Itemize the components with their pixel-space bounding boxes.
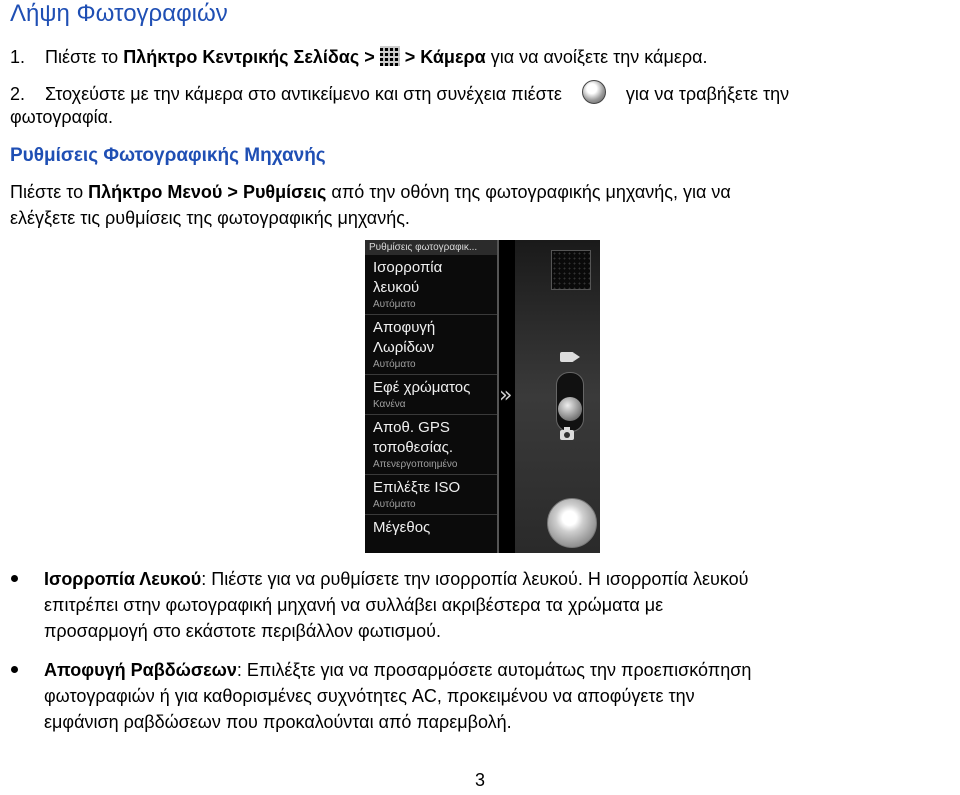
shutter-icon bbox=[582, 80, 606, 104]
intro-separator: > bbox=[227, 182, 238, 202]
page-number: 3 bbox=[475, 770, 486, 790]
step-2-post: για να τραβήξετε την bbox=[625, 84, 790, 104]
menu-item-size[interactable] bbox=[365, 515, 497, 541]
menu-item-sub: Αυτόματο bbox=[373, 299, 416, 310]
step-1-camera: > Κάμερα bbox=[404, 47, 486, 67]
menu-item-anti-banding[interactable] bbox=[365, 315, 497, 375]
camera-settings-screenshot bbox=[365, 240, 600, 553]
menu-item-sub: Απενεργοποιημένο bbox=[373, 459, 458, 470]
app-grid-icon bbox=[380, 46, 400, 66]
menu-item-iso[interactable] bbox=[365, 475, 497, 515]
menu-item-title: Επιλέξτε ISO bbox=[373, 479, 461, 496]
step-1 bbox=[10, 46, 708, 68]
intro-settings: Ρυθμίσεις bbox=[242, 182, 327, 202]
mode-switch[interactable] bbox=[556, 372, 584, 432]
menu-item-title: Εφέ χρώματος bbox=[373, 379, 471, 396]
intro-post: από την οθόνη της φωτογραφικής μηχανής, για να bbox=[331, 182, 731, 202]
bullet-white-balance bbox=[44, 566, 749, 644]
step-1-number: 1. bbox=[10, 47, 26, 67]
step-1-pre: Πιέστε το bbox=[45, 47, 119, 67]
step-2-pre: Στοχεύστε με την κάμερα στο αντικείμενο και στη συνέχεια πιέστε bbox=[45, 84, 562, 104]
step-2-number: 2. bbox=[10, 84, 26, 104]
bullet-text: φωτογραφιών ή για καθορισμένες συχνότητες AC, προκειμένου να αποφύγετε την bbox=[44, 686, 695, 706]
bullet-anti-banding bbox=[44, 657, 751, 735]
chevron-right-icon[interactable]: » bbox=[499, 383, 513, 408]
bullet-text: : Πιέστε για να ρυθμίσετε την ισορροπία λευκού. Η ισορροπία λευκού bbox=[201, 569, 749, 589]
menu-header: Ρυθμίσεις φωτογραφικ... bbox=[365, 240, 497, 255]
menu-item-title: Ισορροπία λευκού bbox=[373, 259, 443, 296]
bullet-text: επιτρέπει στην φωτογραφική μηχανή να συλλάβει ακριβέστερα τα χρώματα με bbox=[44, 595, 664, 615]
menu-item-sub: Κανένα bbox=[373, 399, 406, 410]
bullet-dot bbox=[11, 666, 18, 673]
step-2-continued: φωτογραφία. bbox=[10, 107, 114, 127]
thumbnail-preview[interactable] bbox=[551, 250, 591, 290]
bullet-term: Αποφυγή Ραβδώσεων bbox=[44, 660, 237, 680]
switch-knob[interactable] bbox=[558, 397, 582, 421]
camera-icon bbox=[560, 430, 574, 440]
step-2 bbox=[10, 80, 789, 105]
menu-item-gps[interactable] bbox=[365, 415, 497, 475]
intro-line-2: ελέγξετε τις ρυθμίσεις της φωτογραφικής μηχανής. bbox=[10, 208, 410, 228]
menu-item-white-balance[interactable] bbox=[365, 255, 497, 315]
menu-item-color-effect[interactable] bbox=[365, 375, 497, 415]
menu-item-sub: Αυτόματο bbox=[373, 359, 416, 370]
bullet-text: προσαρμογή στο εκάστοτε περιβάλλον φωτισμού. bbox=[44, 621, 441, 641]
menu-item-sub: Αυτόματο bbox=[373, 499, 416, 510]
bullet-text: εμφάνιση ραβδώσεων που προκαλούνται από παρεμβολή. bbox=[44, 712, 512, 732]
camera-control-panel bbox=[515, 240, 600, 553]
bullet-dot bbox=[11, 575, 18, 582]
settings-menu bbox=[365, 240, 499, 553]
bullet-term: Ισορροπία Λευκού bbox=[44, 569, 202, 589]
section-title: Ρυθμίσεις Φωτογραφικής Μηχανής bbox=[10, 145, 326, 166]
menu-item-title: Μέγεθος bbox=[373, 519, 431, 536]
intro-line-1 bbox=[10, 181, 731, 203]
step-1-post: για να ανοίξετε την κάμερα. bbox=[490, 47, 708, 67]
step-1-home-key: Πλήκτρο Κεντρικής Σελίδας > bbox=[123, 47, 375, 67]
bullet-text: : Επιλέξτε για να προσαρμόσετε αυτομάτως την προεπισκόπηση bbox=[236, 660, 752, 680]
shutter-button[interactable] bbox=[547, 498, 597, 548]
intro-pre: Πιέστε το bbox=[10, 182, 84, 202]
menu-item-title: Αποφυγή Λωρίδων bbox=[373, 319, 436, 356]
menu-item-title: Αποθ. GPS τοποθεσίας. bbox=[373, 419, 454, 456]
video-camera-icon bbox=[560, 352, 574, 362]
page-title: Λήψη Φωτογραφιών bbox=[10, 0, 228, 27]
intro-menu-key: Πλήκτρο Μενού bbox=[88, 182, 223, 202]
